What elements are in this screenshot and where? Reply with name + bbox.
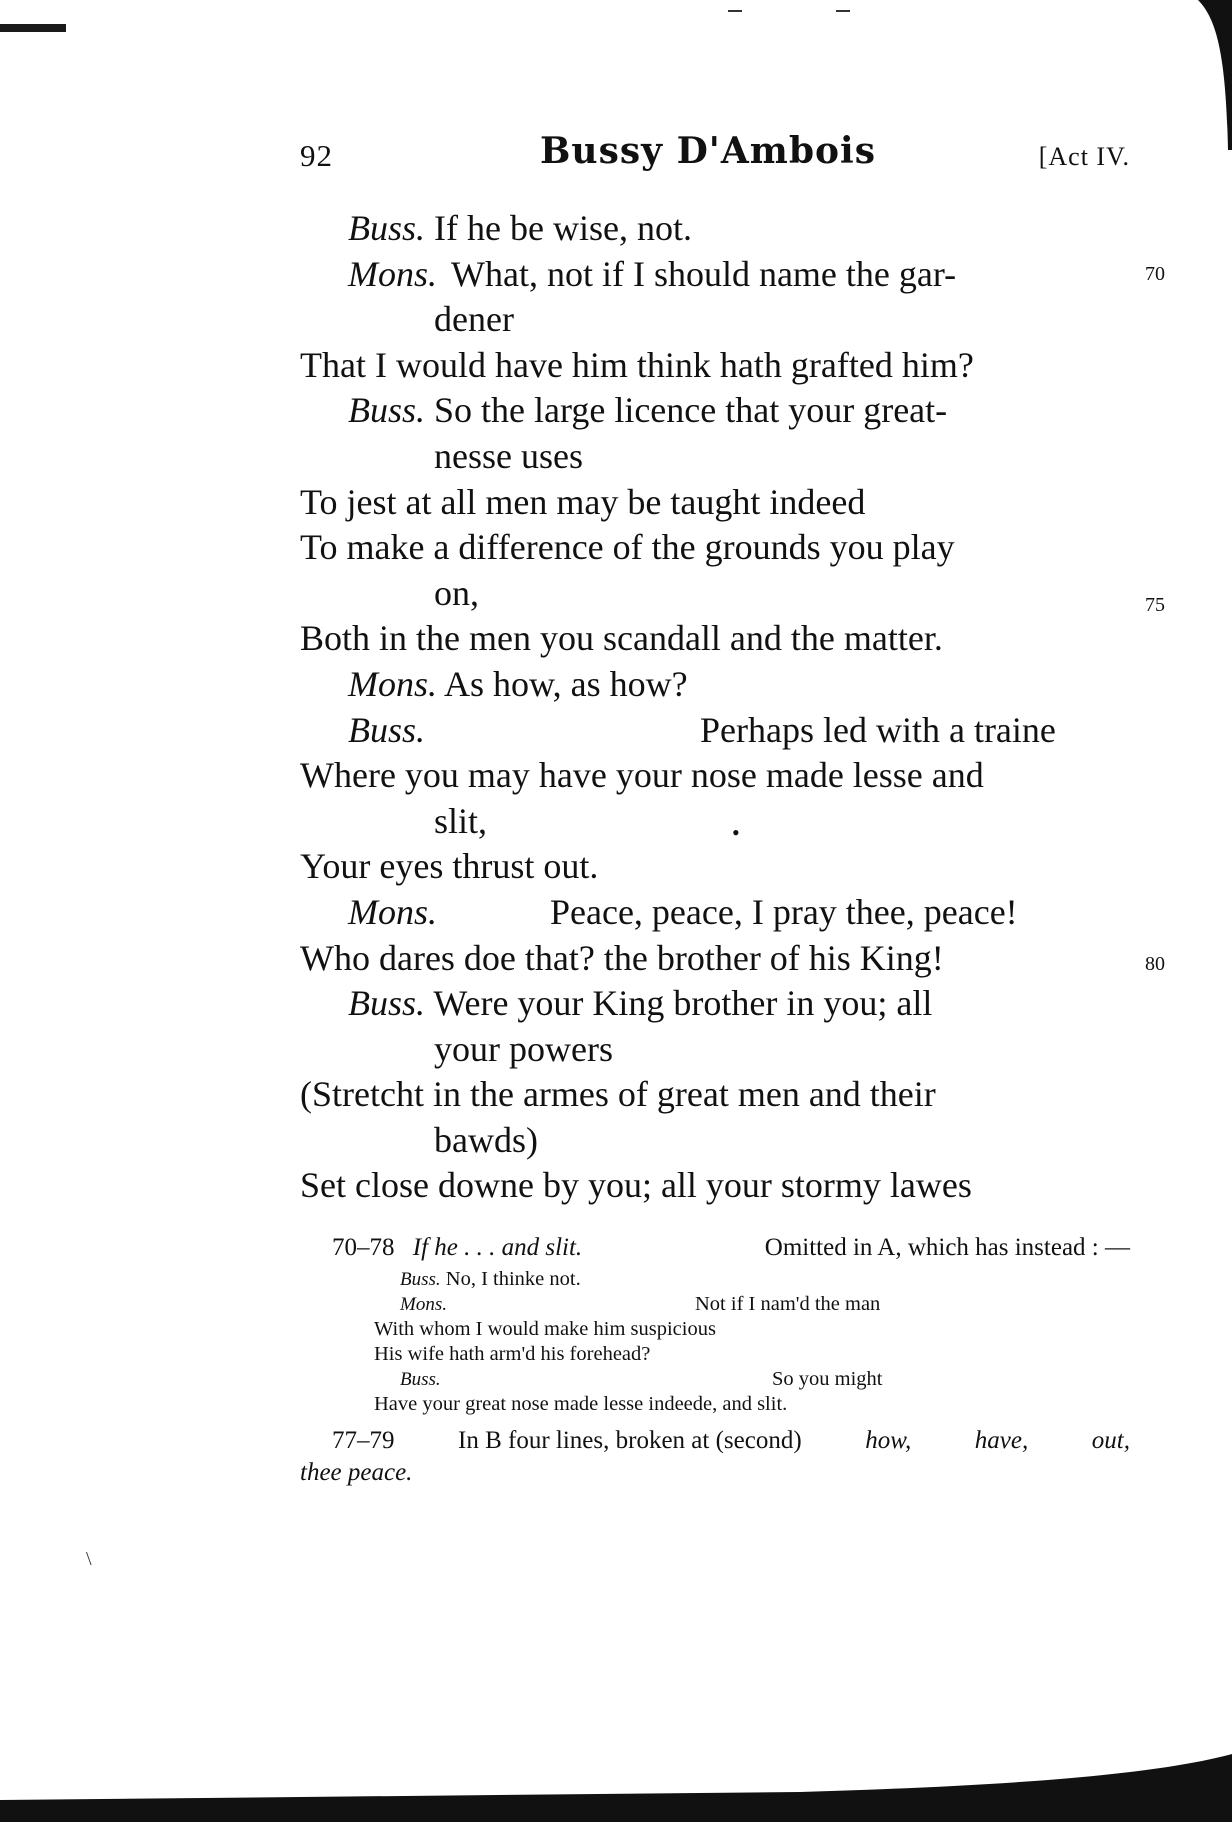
scan-page-curl	[1198, 0, 1232, 150]
quoted-variant	[300, 1267, 1130, 1417]
note-line	[300, 1457, 1130, 1489]
scan-dash	[728, 10, 742, 12]
verse-line	[300, 1118, 1130, 1164]
line-text: To jest at all men may be taught indeed	[300, 481, 866, 522]
line-text: Set close downe by you; all your stormy lawes	[300, 1165, 972, 1206]
verse-line	[300, 1163, 1130, 1209]
line-text: Who dares doe that? the brother of his King!	[300, 937, 944, 978]
line-text: So the large licence that your great-	[434, 390, 948, 431]
quote-line	[300, 1292, 1130, 1317]
verse-line	[300, 525, 1130, 571]
line-text: Were your King brother in you; all	[433, 983, 933, 1024]
verse-line	[300, 708, 1130, 754]
verse-line	[300, 343, 1130, 389]
note-ref: 77–79	[332, 1427, 395, 1454]
quote-line	[300, 1267, 1130, 1292]
verse-line	[300, 753, 1130, 799]
scan-edge-mark	[0, 24, 66, 32]
quote-line	[300, 1317, 1130, 1342]
line-text: Both in the men you scandall and the matter.	[300, 618, 943, 659]
line-text: Perhaps led with a traine	[700, 709, 1056, 750]
line-text: on,	[434, 572, 479, 613]
verse-line	[300, 799, 1130, 845]
page-number: 92	[300, 138, 333, 173]
speaker-wrap	[348, 252, 437, 298]
verse-line	[300, 206, 1130, 252]
speaker: Mons.	[348, 891, 437, 932]
verse-line	[300, 662, 1130, 708]
verse-text	[300, 206, 1165, 1209]
quote-line	[300, 1392, 1130, 1417]
note-70-78	[300, 1232, 1130, 1263]
running-header	[300, 128, 1130, 184]
quote-text: No, I thinke not.	[445, 1268, 581, 1290]
textual-notes	[300, 1232, 1130, 1489]
line-text: As how, as how?	[444, 663, 688, 704]
speaker: Mons.	[348, 253, 437, 294]
speaker: Buss.	[348, 983, 426, 1024]
verse-line	[300, 297, 1130, 343]
line-text: slit,	[434, 800, 488, 841]
line-number: 80	[1145, 952, 1165, 975]
quote-text: His wife hath arm'd his forehead?	[374, 1343, 651, 1365]
note-head	[332, 1232, 582, 1263]
verse-line	[300, 936, 1165, 982]
note-text: In B four lines, broken at (second)	[458, 1427, 802, 1454]
line-text: your powers	[434, 1028, 613, 1069]
line-text: That I would have him think hath grafted him?	[300, 344, 974, 385]
speaker: Buss.	[348, 208, 426, 248]
speaker: Mons.	[400, 1294, 447, 1315]
line-text: nesse uses	[434, 435, 583, 476]
quote-line	[300, 1342, 1130, 1367]
verse-line	[300, 252, 1165, 298]
line-text: dener	[434, 299, 514, 340]
scan-dash	[836, 10, 850, 12]
running-title: Bussy D'Ambois	[540, 130, 876, 172]
verse-line	[300, 890, 1130, 936]
line-text: Where you may have your nose made lesse and	[300, 755, 984, 796]
stray-ink-mark: •	[732, 820, 740, 845]
speaker: Mons.	[348, 663, 437, 704]
verse-line	[300, 388, 1130, 434]
verse-line	[300, 434, 1130, 480]
speaker: Buss.	[400, 1269, 441, 1290]
line-text: What, not if I should name the gar-	[451, 253, 957, 294]
line-text: Your eyes thrust out.	[300, 846, 599, 887]
line-number: 75	[1145, 593, 1165, 616]
line-text: (Stretcht in the armes of great men and their	[300, 1074, 936, 1115]
note-lemma: If he . . . and slit.	[412, 1234, 583, 1261]
speaker: Buss.	[348, 390, 426, 431]
quote-line	[300, 1367, 1130, 1392]
line-text: bawds)	[434, 1119, 538, 1160]
line-text: Peace, peace, I pray thee, peace!	[550, 891, 1018, 932]
line-number: 70	[1145, 262, 1165, 285]
line-text: To make a difference of the grounds you play	[300, 527, 955, 568]
stray-tick-mark: \	[86, 1548, 92, 1570]
note-word: how,	[865, 1427, 912, 1454]
note-77-79	[300, 1425, 1130, 1489]
verse-line	[300, 981, 1130, 1027]
speaker: Buss.	[348, 709, 426, 750]
note-text: Omitted in A, which has instead : —	[764, 1234, 1130, 1261]
note-ref: 70–78	[332, 1234, 395, 1261]
note-word: have,	[974, 1427, 1029, 1454]
verse-line	[300, 1072, 1130, 1118]
quote-text: Have your great nose made lesse indeede, and slit.	[374, 1393, 788, 1415]
verse-line	[300, 616, 1130, 662]
verse-line	[300, 571, 1165, 617]
verse-line	[300, 480, 1130, 526]
quote-text: So you might	[772, 1368, 883, 1390]
scan-bottom-edge	[0, 1742, 1232, 1822]
speaker: Buss.	[400, 1369, 441, 1390]
note-line	[300, 1425, 1130, 1457]
note-word: thee peace.	[300, 1459, 413, 1486]
note-word: out,	[1091, 1427, 1130, 1454]
verse-line	[300, 844, 1130, 890]
act-label: [Act IV.	[1038, 142, 1130, 171]
quote-text: Not if I nam'd the man	[695, 1293, 881, 1315]
quote-text: With whom I would make him suspicious	[374, 1318, 716, 1340]
line-text: If he be wise, not.	[434, 208, 692, 248]
verse-line	[300, 1027, 1130, 1073]
